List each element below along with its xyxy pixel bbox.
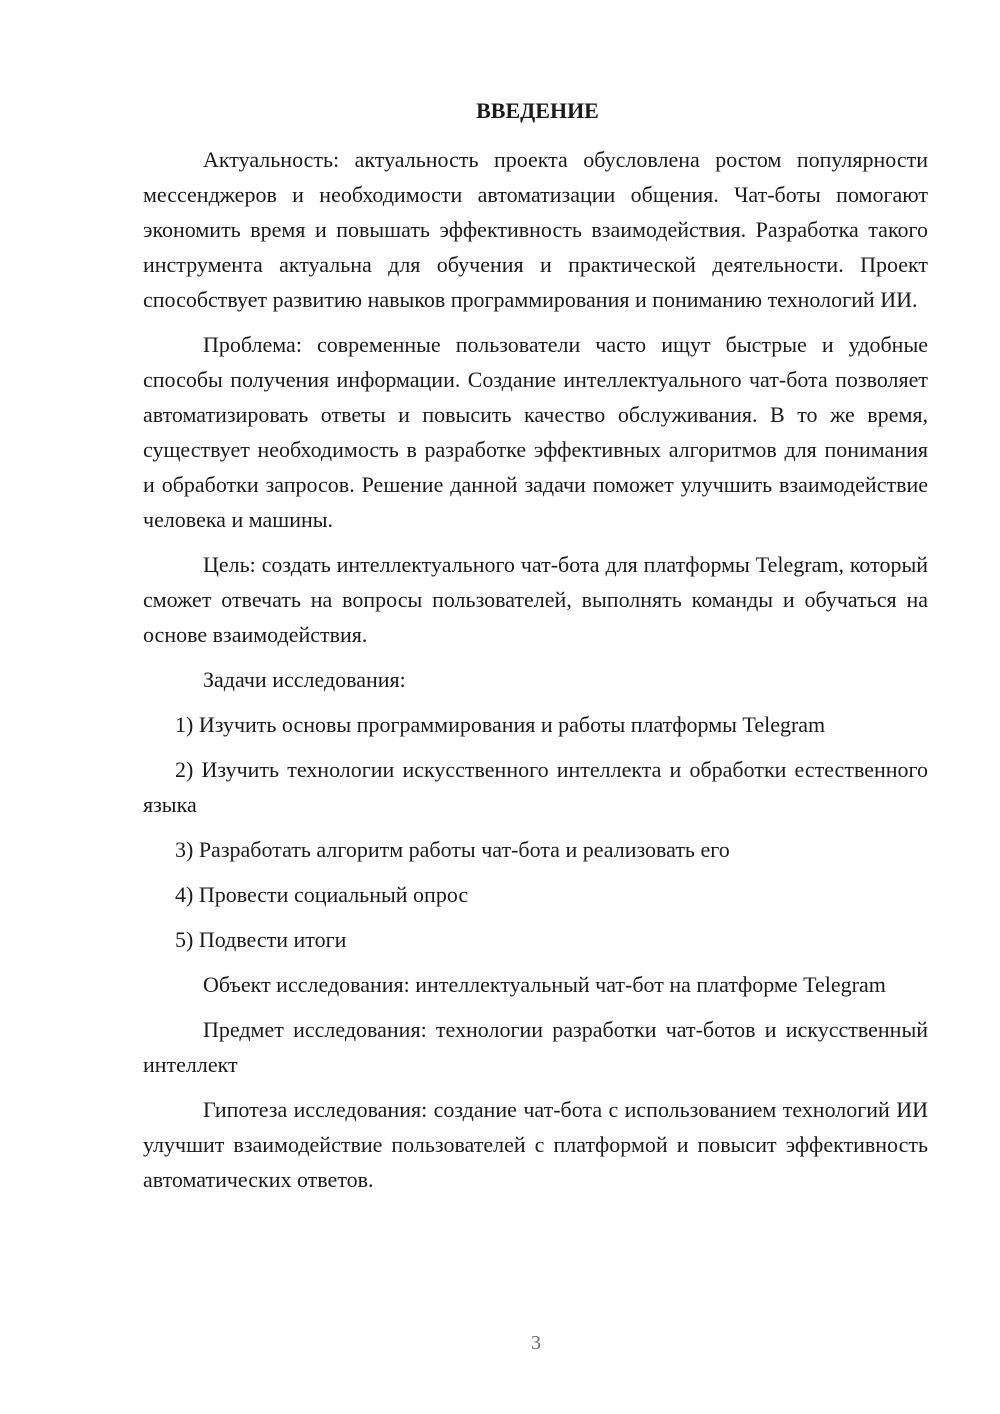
paragraph-relevance: Актуальность: актуальность проекта обусловлена ростом популярности мессенджеров и необходимости автоматизации общения. Чат-боты помогают экономить время и повышать эффективность взаимодействия. Разработка такого инструмента актуальна для обучения и практической деятельности. Проект способствует развитию навыков программирования и пониманию технологий ИИ.	[143, 147, 928, 312]
paragraph-goal: Цель: создать интеллектуального чат-бота для платформы Telegram, который сможет отвечать на вопросы пользователей, выполнять команды и обучаться на основе взаимодействия.	[143, 552, 928, 647]
paragraph-hypothesis: Гипотеза исследования: создание чат-бота с использованием технологий ИИ улучшит взаимодействие пользователей с платформой и повысит эффективность автоматических ответов.	[143, 1097, 928, 1192]
tasks-heading: Задачи исследования:	[203, 667, 406, 692]
task-item-4: 4) Провести социальный опрос	[175, 882, 469, 907]
task-item-2: 2) Изучить технологии искусственного интеллекта и обработки естественного языка	[143, 757, 928, 817]
task-item-3: 3) Разработать алгоритм работы чат-бота и реализовать его	[175, 837, 730, 862]
paragraph-subject: Предмет исследования: технологии разработки чат-ботов и искусственный интеллект	[143, 1017, 928, 1077]
page-number: 3	[531, 1332, 541, 1354]
task-item-1: 1) Изучить основы программирования и работы платформы Telegram	[175, 712, 826, 737]
document-page	[143, 96, 928, 1207]
paragraph-problem: Проблема: современные пользователи часто ищут быстрые и удобные способы получения информации. Создание интеллектуального чат-бота позволяет автоматизировать ответы и повысить качество обслуживания. В то же время, существует необходимость в разработке эффективных алгоритмов для понимания и обработки запросов. Решение данной задачи поможет улучшить взаимодействие человека и машины.	[143, 332, 928, 532]
paragraph-object: Объект исследования: интеллектуальный чат-бот на платформе Telegram	[203, 972, 886, 997]
task-item-5: 5) Подвести итоги	[175, 927, 347, 952]
document-title: ВВЕДЕНИЕ	[476, 98, 599, 123]
